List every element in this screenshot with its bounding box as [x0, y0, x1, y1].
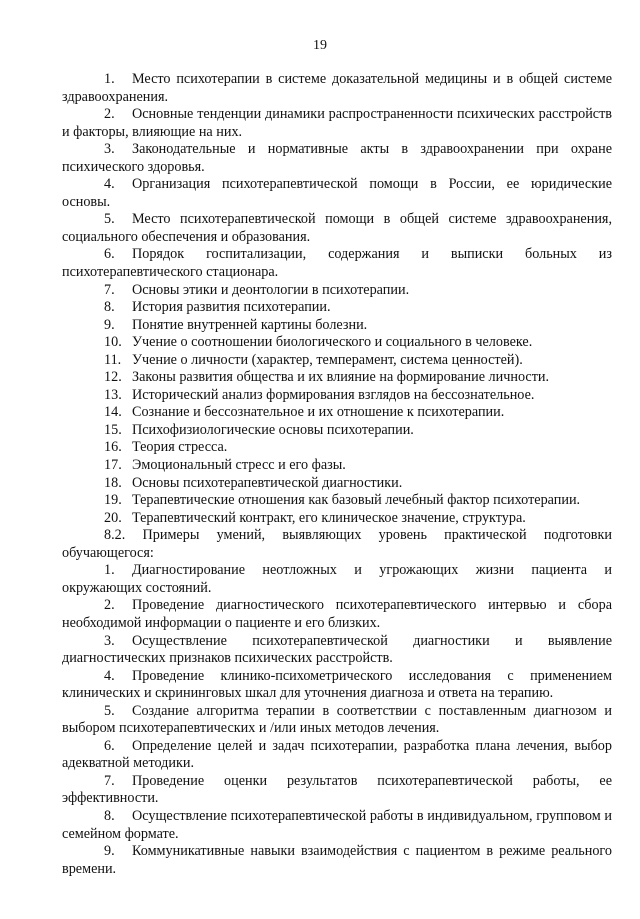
item-text: Терапевтический контракт, его клиническое значение, структура.: [132, 509, 526, 526]
item-number: 3.: [104, 141, 115, 158]
list-item: [62, 334, 612, 352]
item-number: 7.: [104, 281, 115, 298]
list-item: [62, 475, 612, 493]
item-number: 16.: [104, 439, 122, 456]
item-number: 14.: [104, 404, 122, 421]
item-number: 4.: [104, 667, 115, 684]
item-text: Проведение диагностического психотерапевтического интервью и сбора необходимой информации о пациенте и его близких.: [62, 597, 612, 631]
list-item: [62, 369, 612, 387]
item-text: Порядок госпитализации, содержания и выписки больных из психотерапевтического стационара.: [62, 246, 612, 281]
item-number: 7.: [104, 772, 115, 789]
item-text: Диагностирование неотложных и угрожающих жизни пациента и окружающих состояний.: [62, 562, 612, 596]
topics-list: [62, 71, 612, 527]
list-item: [62, 352, 612, 370]
list-item: [62, 404, 612, 422]
item-number: 1.: [104, 562, 115, 579]
list-item: [62, 422, 612, 440]
item-text: Основные тенденции динамики распространенности психических расстройств и факторы, влияющие на них.: [62, 106, 612, 140]
list-item: [62, 808, 612, 843]
item-text: Теория стресса.: [132, 439, 228, 456]
item-text: Понятие внутренней картины болезни.: [132, 316, 368, 333]
item-number: 2.: [104, 597, 115, 614]
item-text: Определение целей и задач психотерапии, разработка плана лечения, выбор адекватной методики.: [62, 737, 612, 772]
item-number: 6.: [104, 737, 115, 754]
list-item: [62, 71, 612, 106]
list-item: [62, 738, 612, 773]
item-text: Терапевтические отношения как базовый лечебный фактор психотерапии.: [132, 492, 581, 509]
list-item: [62, 176, 612, 211]
page-content: [62, 71, 612, 878]
item-text: Психофизиологические основы психотерапии.: [132, 421, 414, 438]
list-item: [62, 510, 612, 528]
item-text: Учение о соотношении биологического и социального в человеке.: [132, 334, 533, 351]
list-item: [62, 211, 612, 246]
list-item: [62, 246, 612, 281]
item-number: 15.: [104, 421, 122, 438]
item-text: Эмоциональный стресс и его фазы.: [132, 457, 346, 474]
item-text: Исторический анализ формирования взглядов на бессознательное.: [132, 386, 535, 403]
list-item: [62, 597, 612, 632]
item-number: 4.: [104, 176, 115, 193]
list-item: [62, 282, 612, 300]
item-number: 8.: [104, 299, 115, 316]
item-number: 11.: [104, 351, 122, 368]
list-item: [62, 668, 612, 703]
item-text: Место психотерапии в системе доказательной медицины и в общей системе здравоохранения.: [62, 71, 612, 105]
item-text: Осуществление психотерапевтической работы в индивидуальном, групповом и семейном формате.: [62, 807, 612, 842]
list-item: [62, 492, 612, 510]
list-item: [62, 843, 612, 878]
list-item: [62, 387, 612, 405]
item-text: Сознание и бессознательное и их отношение к психотерапии.: [132, 404, 505, 421]
item-number: 18.: [104, 474, 122, 491]
item-number: 8.: [104, 807, 115, 824]
list-item: [62, 562, 612, 597]
item-number: 19.: [104, 492, 122, 509]
item-text: Место психотерапевтической помощи в общей системе здравоохранения, социального обеспечения и образования.: [62, 211, 612, 245]
item-number: 9.: [104, 316, 115, 333]
item-text: Основы этики и деонтологии в психотерапии.: [132, 281, 410, 298]
list-item: [62, 457, 612, 475]
item-number: 5.: [104, 211, 115, 228]
item-text: Законодательные и нормативные акты в здравоохранении при охране психического здоровья.: [62, 141, 612, 175]
item-number: 2.: [104, 106, 115, 123]
list-item: [62, 703, 612, 738]
item-number: 3.: [104, 632, 115, 649]
item-text: Законы развития общества и их влияние на формирование личности.: [132, 369, 550, 386]
item-text: Основы психотерапевтической диагностики.: [132, 474, 403, 491]
item-text: Проведение клинико-психометрического исследования с применением клинических и скрининговых шкал для уточнения диагноза и ответа на терапию.: [62, 667, 612, 702]
list-item: [62, 141, 612, 176]
item-number: 13.: [104, 386, 122, 403]
list-item: [62, 439, 612, 457]
section-heading: 8.2. Примеры умений, выявляющих уровень практической подготовки обучающегося:: [62, 527, 612, 561]
list-item: [62, 299, 612, 317]
item-text: Учение о личности (характер, темперамент, система ценностей).: [132, 351, 523, 368]
item-number: 5.: [104, 702, 115, 719]
list-item: [62, 633, 612, 668]
item-number: 12.: [104, 369, 122, 386]
page-number: 19: [313, 38, 327, 53]
item-number: 6.: [104, 246, 115, 263]
item-text: Коммуникативные навыки взаимодействия с пациентом в режиме реального времени.: [62, 843, 612, 877]
list-item: [62, 773, 612, 808]
item-number: 9.: [104, 843, 115, 860]
list-item: [62, 317, 612, 335]
item-text: Организация психотерапевтической помощи в России, ее юридические основы.: [62, 176, 612, 210]
item-number: 1.: [104, 71, 115, 87]
item-text: Осуществление психотерапевтической диагностики и выявление диагностических признаков психических расстройств.: [62, 632, 612, 667]
item-text: Создание алгоритма терапии в соответствии с поставленным диагнозом и выбором психотерапевтических и /или иных методов лечения.: [62, 702, 612, 737]
item-text: История развития психотерапии.: [132, 299, 331, 316]
list-item: [62, 106, 612, 141]
item-number: 20.: [104, 509, 122, 526]
item-text: Проведение оценки результатов психотерапевтической работы, ее эффективности.: [62, 772, 612, 807]
item-number: 17.: [104, 457, 122, 474]
item-number: 10.: [104, 334, 122, 351]
skills-list: [62, 562, 612, 878]
